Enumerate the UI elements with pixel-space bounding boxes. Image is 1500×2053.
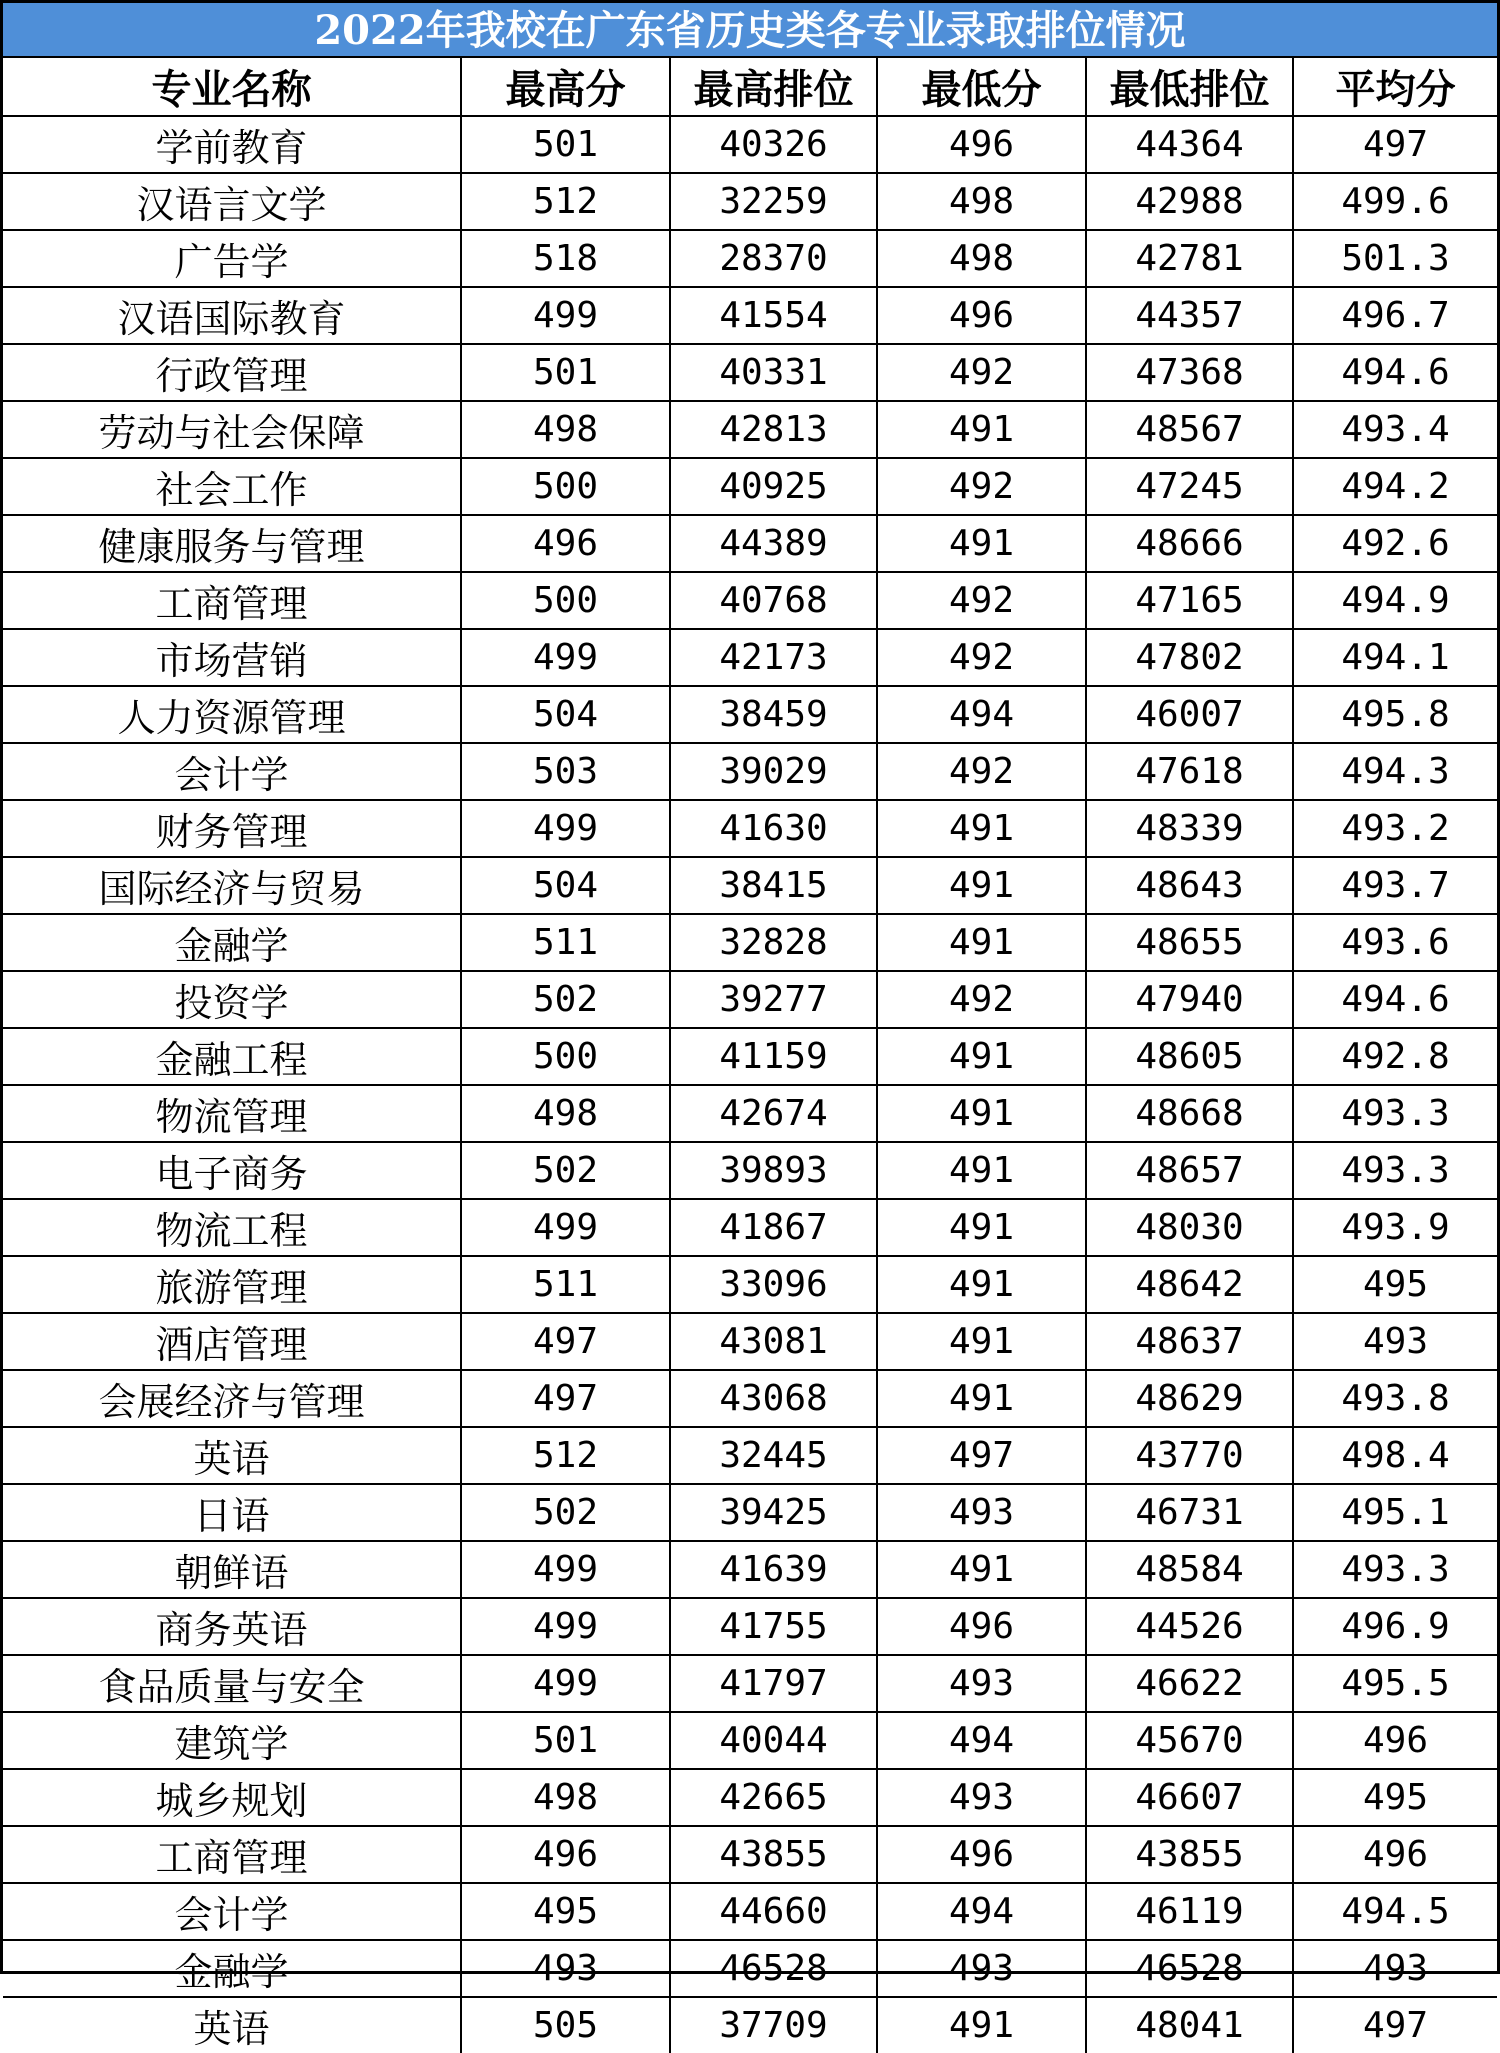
cell-major-name: 汉语国际教育 [3, 287, 461, 344]
cell-avg-score: 496 [1293, 1826, 1497, 1883]
cell-major-name: 学前教育 [3, 116, 461, 173]
cell-max-rank: 38415 [670, 857, 877, 914]
cell-min-score: 491 [877, 1370, 1086, 1427]
table-row [3, 1142, 1497, 1199]
header-major-name: 专业名称 [3, 58, 461, 116]
cell-max-rank: 41755 [670, 1598, 877, 1655]
cell-min-score: 491 [877, 800, 1086, 857]
cell-avg-score: 493.7 [1293, 857, 1497, 914]
cell-avg-score: 497 [1293, 116, 1497, 173]
cell-min-rank: 46607 [1086, 1769, 1293, 1826]
cell-min-rank: 43855 [1086, 1826, 1293, 1883]
header-row [3, 58, 1497, 116]
cell-avg-score: 493.6 [1293, 914, 1497, 971]
cell-max-rank: 41159 [670, 1028, 877, 1085]
table-title: 2022年我校在广东省历史类各专业录取排位情况 [3, 3, 1497, 58]
cell-major-name: 朝鲜语 [3, 1541, 461, 1598]
table-row [3, 857, 1497, 914]
table-row [3, 401, 1497, 458]
table-row [3, 686, 1497, 743]
cell-max-rank: 39893 [670, 1142, 877, 1199]
cell-max-rank: 32445 [670, 1427, 877, 1484]
cell-max-score: 499 [461, 1199, 670, 1256]
cell-max-score: 499 [461, 1655, 670, 1712]
cell-major-name: 工商管理 [3, 1826, 461, 1883]
cell-max-rank: 40331 [670, 344, 877, 401]
cell-avg-score: 493 [1293, 1940, 1497, 1997]
cell-min-rank: 48643 [1086, 857, 1293, 914]
cell-min-rank: 48605 [1086, 1028, 1293, 1085]
cell-major-name: 食品质量与安全 [3, 1655, 461, 1712]
cell-min-rank: 42781 [1086, 230, 1293, 287]
cell-max-score: 511 [461, 914, 670, 971]
cell-major-name: 电子商务 [3, 1142, 461, 1199]
cell-major-name: 金融学 [3, 914, 461, 971]
cell-max-score: 502 [461, 1142, 670, 1199]
cell-max-rank: 42665 [670, 1769, 877, 1826]
cell-avg-score: 493.3 [1293, 1541, 1497, 1598]
cell-max-rank: 41867 [670, 1199, 877, 1256]
cell-min-score: 493 [877, 1484, 1086, 1541]
cell-avg-score: 494.6 [1293, 971, 1497, 1028]
cell-max-score: 497 [461, 1370, 670, 1427]
cell-major-name: 工商管理 [3, 572, 461, 629]
table-row [3, 1199, 1497, 1256]
cell-major-name: 行政管理 [3, 344, 461, 401]
cell-avg-score: 493.4 [1293, 401, 1497, 458]
cell-max-rank: 40326 [670, 116, 877, 173]
cell-major-name: 物流管理 [3, 1085, 461, 1142]
cell-major-name: 建筑学 [3, 1712, 461, 1769]
header-max-score: 最高分 [461, 58, 670, 116]
cell-major-name: 社会工作 [3, 458, 461, 515]
cell-min-rank: 48666 [1086, 515, 1293, 572]
cell-max-score: 499 [461, 1541, 670, 1598]
cell-min-rank: 46119 [1086, 1883, 1293, 1940]
table-row [3, 344, 1497, 401]
cell-avg-score: 501.3 [1293, 230, 1497, 287]
cell-avg-score: 494.9 [1293, 572, 1497, 629]
cell-max-rank: 41630 [670, 800, 877, 857]
cell-min-rank: 48030 [1086, 1199, 1293, 1256]
cell-max-score: 498 [461, 1085, 670, 1142]
cell-max-score: 497 [461, 1313, 670, 1370]
table-row [3, 1484, 1497, 1541]
cell-major-name: 国际经济与贸易 [3, 857, 461, 914]
cell-max-rank: 28370 [670, 230, 877, 287]
cell-min-rank: 46622 [1086, 1655, 1293, 1712]
cell-avg-score: 495.5 [1293, 1655, 1497, 1712]
table-row [3, 971, 1497, 1028]
cell-max-score: 512 [461, 1427, 670, 1484]
cell-min-rank: 47368 [1086, 344, 1293, 401]
cell-min-rank: 48637 [1086, 1313, 1293, 1370]
header-avg-score: 平均分 [1293, 58, 1497, 116]
cell-avg-score: 494.5 [1293, 1883, 1497, 1940]
cell-min-score: 493 [877, 1769, 1086, 1826]
cell-major-name: 物流工程 [3, 1199, 461, 1256]
cell-major-name: 日语 [3, 1484, 461, 1541]
cell-max-score: 503 [461, 743, 670, 800]
cell-major-name: 广告学 [3, 230, 461, 287]
cell-max-rank: 43855 [670, 1826, 877, 1883]
table-row [3, 1256, 1497, 1313]
cell-min-score: 491 [877, 1142, 1086, 1199]
cell-max-rank: 41639 [670, 1541, 877, 1598]
table-row [3, 1541, 1497, 1598]
table-row [3, 914, 1497, 971]
cell-avg-score: 493.3 [1293, 1085, 1497, 1142]
cell-max-score: 496 [461, 515, 670, 572]
cell-max-rank: 38459 [670, 686, 877, 743]
cell-max-rank: 40768 [670, 572, 877, 629]
cell-min-score: 492 [877, 572, 1086, 629]
cell-min-rank: 48041 [1086, 1997, 1293, 2053]
cell-avg-score: 496.9 [1293, 1598, 1497, 1655]
cell-max-rank: 39277 [670, 971, 877, 1028]
cell-min-rank: 48339 [1086, 800, 1293, 857]
cell-max-score: 499 [461, 287, 670, 344]
cell-max-score: 501 [461, 1712, 670, 1769]
table-row [3, 287, 1497, 344]
cell-min-score: 494 [877, 1883, 1086, 1940]
cell-max-score: 498 [461, 401, 670, 458]
cell-major-name: 英语 [3, 1427, 461, 1484]
cell-max-rank: 32828 [670, 914, 877, 971]
cell-max-score: 495 [461, 1883, 670, 1940]
cell-major-name: 酒店管理 [3, 1313, 461, 1370]
cell-avg-score: 494.2 [1293, 458, 1497, 515]
cell-max-rank: 40044 [670, 1712, 877, 1769]
cell-avg-score: 498.4 [1293, 1427, 1497, 1484]
table-row [3, 629, 1497, 686]
cell-max-score: 499 [461, 1598, 670, 1655]
cell-min-rank: 46731 [1086, 1484, 1293, 1541]
cell-max-rank: 32259 [670, 173, 877, 230]
cell-major-name: 会计学 [3, 1883, 461, 1940]
cell-max-rank: 37709 [670, 1997, 877, 2053]
table-row [3, 743, 1497, 800]
cell-min-score: 492 [877, 458, 1086, 515]
table-row [3, 173, 1497, 230]
table-row [3, 1940, 1497, 1997]
cell-max-rank: 41797 [670, 1655, 877, 1712]
cell-min-rank: 48567 [1086, 401, 1293, 458]
cell-min-score: 491 [877, 1541, 1086, 1598]
cell-avg-score: 494.3 [1293, 743, 1497, 800]
cell-major-name: 城乡规划 [3, 1769, 461, 1826]
cell-min-rank: 45670 [1086, 1712, 1293, 1769]
table-body [3, 116, 1497, 2053]
table-row [3, 1712, 1497, 1769]
cell-major-name: 汉语言文学 [3, 173, 461, 230]
table-row [3, 1655, 1497, 1712]
cell-min-score: 491 [877, 515, 1086, 572]
cell-max-score: 501 [461, 116, 670, 173]
cell-avg-score: 499.6 [1293, 173, 1497, 230]
cell-avg-score: 493.8 [1293, 1370, 1497, 1427]
cell-avg-score: 494.1 [1293, 629, 1497, 686]
cell-avg-score: 495.1 [1293, 1484, 1497, 1541]
cell-max-score: 504 [461, 857, 670, 914]
cell-major-name: 金融工程 [3, 1028, 461, 1085]
table-row [3, 1883, 1497, 1940]
cell-avg-score: 492.6 [1293, 515, 1497, 572]
cell-max-score: 500 [461, 1028, 670, 1085]
cell-min-score: 492 [877, 971, 1086, 1028]
cell-min-score: 491 [877, 1256, 1086, 1313]
cell-min-rank: 48584 [1086, 1541, 1293, 1598]
cell-min-score: 491 [877, 914, 1086, 971]
cell-major-name: 英语 [3, 1997, 461, 2053]
cell-avg-score: 494.6 [1293, 344, 1497, 401]
table-row [3, 1826, 1497, 1883]
cell-major-name: 健康服务与管理 [3, 515, 461, 572]
cell-min-rank: 42988 [1086, 173, 1293, 230]
cell-min-score: 492 [877, 344, 1086, 401]
cell-max-score: 512 [461, 173, 670, 230]
cell-min-score: 491 [877, 1997, 1086, 2053]
cell-min-score: 496 [877, 116, 1086, 173]
table-row [3, 1313, 1497, 1370]
cell-min-score: 493 [877, 1940, 1086, 1997]
table-row [3, 572, 1497, 629]
cell-major-name: 商务英语 [3, 1598, 461, 1655]
header-min-score: 最低分 [877, 58, 1086, 116]
cell-avg-score: 493.3 [1293, 1142, 1497, 1199]
table-row [3, 515, 1497, 572]
cell-avg-score: 497 [1293, 1997, 1497, 2053]
cell-max-score: 496 [461, 1826, 670, 1883]
cell-min-rank: 48642 [1086, 1256, 1293, 1313]
cell-min-rank: 47940 [1086, 971, 1293, 1028]
header-max-rank: 最高排位 [670, 58, 877, 116]
cell-max-rank: 39425 [670, 1484, 877, 1541]
cell-min-rank: 44357 [1086, 287, 1293, 344]
cell-major-name: 金融学 [3, 1940, 461, 1997]
cell-max-rank: 42674 [670, 1085, 877, 1142]
cell-min-score: 497 [877, 1427, 1086, 1484]
cell-avg-score: 493 [1293, 1313, 1497, 1370]
cell-min-rank: 48629 [1086, 1370, 1293, 1427]
cell-min-score: 491 [877, 1199, 1086, 1256]
cell-min-rank: 46007 [1086, 686, 1293, 743]
cell-min-score: 491 [877, 1085, 1086, 1142]
cell-min-score: 491 [877, 857, 1086, 914]
cell-min-score: 491 [877, 1313, 1086, 1370]
cell-avg-score: 493.9 [1293, 1199, 1497, 1256]
cell-max-score: 499 [461, 629, 670, 686]
cell-max-rank: 39029 [670, 743, 877, 800]
cell-min-rank: 47802 [1086, 629, 1293, 686]
cell-major-name: 会展经济与管理 [3, 1370, 461, 1427]
cell-max-rank: 43081 [670, 1313, 877, 1370]
table-row [3, 116, 1497, 173]
cell-avg-score: 496 [1293, 1712, 1497, 1769]
cell-max-score: 518 [461, 230, 670, 287]
table-row [3, 230, 1497, 287]
cell-min-rank: 48668 [1086, 1085, 1293, 1142]
admission-table [3, 58, 1497, 2053]
table-row [3, 1427, 1497, 1484]
cell-min-score: 496 [877, 1598, 1086, 1655]
table-row [3, 1997, 1497, 2053]
cell-min-score: 492 [877, 629, 1086, 686]
cell-min-rank: 47165 [1086, 572, 1293, 629]
cell-min-rank: 48657 [1086, 1142, 1293, 1199]
cell-min-score: 493 [877, 1655, 1086, 1712]
cell-avg-score: 495 [1293, 1769, 1497, 1826]
cell-max-score: 493 [461, 1940, 670, 1997]
cell-max-score: 498 [461, 1769, 670, 1826]
cell-min-score: 492 [877, 743, 1086, 800]
cell-max-rank: 42173 [670, 629, 877, 686]
table-row [3, 800, 1497, 857]
cell-min-score: 496 [877, 1826, 1086, 1883]
cell-max-score: 499 [461, 800, 670, 857]
table-row [3, 1085, 1497, 1142]
cell-max-score: 500 [461, 572, 670, 629]
cell-min-rank: 46528 [1086, 1940, 1293, 1997]
cell-min-score: 498 [877, 230, 1086, 287]
cell-max-rank: 44389 [670, 515, 877, 572]
cell-min-score: 494 [877, 686, 1086, 743]
cell-major-name: 旅游管理 [3, 1256, 461, 1313]
cell-min-rank: 44364 [1086, 116, 1293, 173]
cell-min-score: 496 [877, 287, 1086, 344]
cell-max-rank: 40925 [670, 458, 877, 515]
cell-major-name: 投资学 [3, 971, 461, 1028]
cell-max-score: 504 [461, 686, 670, 743]
table-row [3, 1028, 1497, 1085]
cell-avg-score: 495.8 [1293, 686, 1497, 743]
header-min-rank: 最低排位 [1086, 58, 1293, 116]
cell-min-rank: 44526 [1086, 1598, 1293, 1655]
table-row [3, 458, 1497, 515]
table-row [3, 1598, 1497, 1655]
cell-min-score: 498 [877, 173, 1086, 230]
cell-major-name: 劳动与社会保障 [3, 401, 461, 458]
cell-major-name: 市场营销 [3, 629, 461, 686]
cell-max-score: 511 [461, 1256, 670, 1313]
cell-max-rank: 44660 [670, 1883, 877, 1940]
table-row [3, 1769, 1497, 1826]
cell-max-rank: 43068 [670, 1370, 877, 1427]
cell-avg-score: 495 [1293, 1256, 1497, 1313]
cell-max-score: 505 [461, 1997, 670, 2053]
cell-max-score: 500 [461, 458, 670, 515]
cell-major-name: 人力资源管理 [3, 686, 461, 743]
cell-min-rank: 47618 [1086, 743, 1293, 800]
cell-min-score: 491 [877, 401, 1086, 458]
cell-min-rank: 48655 [1086, 914, 1293, 971]
cell-avg-score: 496.7 [1293, 287, 1497, 344]
cell-min-rank: 47245 [1086, 458, 1293, 515]
cell-max-rank: 33096 [670, 1256, 877, 1313]
table-row [3, 1370, 1497, 1427]
cell-max-rank: 46528 [670, 1940, 877, 1997]
cell-min-rank: 43770 [1086, 1427, 1293, 1484]
cell-max-rank: 42813 [670, 401, 877, 458]
cell-avg-score: 492.8 [1293, 1028, 1497, 1085]
cell-min-score: 494 [877, 1712, 1086, 1769]
cell-max-rank: 41554 [670, 287, 877, 344]
cell-max-score: 502 [461, 1484, 670, 1541]
cell-avg-score: 493.2 [1293, 800, 1497, 857]
cell-major-name: 财务管理 [3, 800, 461, 857]
cell-max-score: 501 [461, 344, 670, 401]
cell-min-score: 491 [877, 1028, 1086, 1085]
cell-major-name: 会计学 [3, 743, 461, 800]
cell-max-score: 502 [461, 971, 670, 1028]
